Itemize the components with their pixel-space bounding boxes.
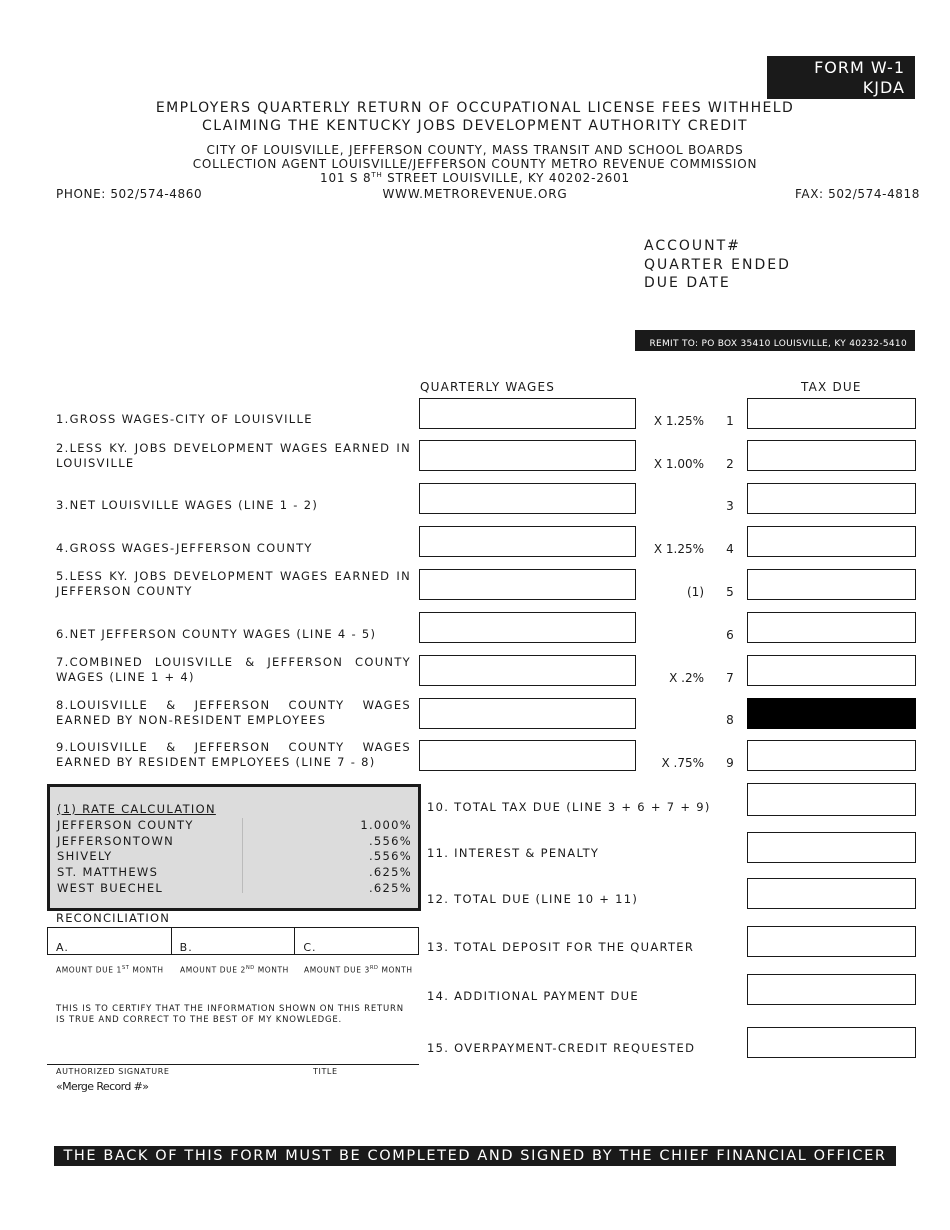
collection-agent-line: COLLECTION AGENT LOUISVILLE/JEFFERSON COUNTY METRO REVENUE COMMISSION — [192, 157, 758, 171]
line-11-label: 11. INTEREST & PENALTY — [427, 846, 600, 860]
recon-col-c[interactable]: C. — [303, 941, 317, 954]
line-13-label: 13. TOTAL DEPOSIT FOR THE QUARTER — [427, 940, 695, 954]
line-2-tax-input[interactable] — [747, 440, 916, 471]
certification-text: THIS IS TO CERTIFY THAT THE INFORMATION SHOWN ON THIS RETURN IS TRUE AND CORRECT TO THE BEST OF MY KNOWLEDGE. — [56, 1004, 404, 1025]
line-7-tax-input[interactable] — [747, 655, 916, 686]
line-4-label: 4.GROSS WAGES-JEFFERSON COUNTY — [56, 541, 313, 555]
line-8-wages-input[interactable] — [419, 698, 636, 729]
line-2-rate: X 1.00% — [653, 457, 704, 471]
line-9-tax-input[interactable] — [747, 740, 916, 771]
line-15-label: 15. OVERPAYMENT-CREDIT REQUESTED — [427, 1041, 696, 1055]
footer-banner: THE BACK OF THIS FORM MUST BE COMPLETED AND SIGNED BY THE CHIEF FINANCIAL OFFICER — [54, 1146, 896, 1166]
line-15-input[interactable] — [747, 1027, 916, 1058]
website: WWW.METROREVENUE.ORG — [382, 187, 568, 201]
line-5-wages-input[interactable] — [419, 569, 636, 600]
line-10-input[interactable] — [747, 783, 916, 816]
quarterly-wages-header: QUARTERLY WAGES — [420, 380, 556, 394]
line-3-tax-input[interactable] — [747, 483, 916, 514]
signature-line[interactable] — [47, 1064, 419, 1065]
line-13-input[interactable] — [747, 926, 916, 957]
line-4-number: 4 — [726, 542, 734, 556]
line-12-label: 12. TOTAL DUE (LINE 10 + 11) — [427, 892, 639, 906]
line-6-number: 6 — [726, 628, 734, 642]
form-code: KJDA — [862, 78, 905, 97]
line-11-input[interactable] — [747, 832, 916, 863]
rate-row: WEST BUECHEL .625% — [57, 881, 412, 895]
reconciliation-title: RECONCILIATION — [56, 911, 171, 925]
line-7-rate: X .2% — [669, 671, 704, 685]
line-9-wages-input[interactable] — [419, 740, 636, 771]
line-8-label: 8.LOUISVILLE & JEFFERSON COUNTY WAGES EARNED BY NON-RESIDENT EMPLOYEES — [56, 698, 411, 727]
line-4-tax-input[interactable] — [747, 526, 916, 557]
line-1-label: 1.GROSS WAGES-CITY OF LOUISVILLE — [56, 412, 313, 426]
line-5-label: 5.LESS KY. JOBS DEVELOPMENT WAGES EARNED IN JEFFERSON COUNTY — [56, 569, 411, 598]
line-5-rate: (1) — [687, 585, 704, 599]
rate-row: SHIVELY .556% — [57, 849, 412, 863]
line-1-number: 1 — [726, 414, 734, 428]
line-2-number: 2 — [726, 457, 734, 471]
due-date-label: DUE DATE — [644, 275, 731, 291]
amount-due-month-3: AMOUNT DUE 3RD MONTH — [304, 965, 413, 975]
rate-calculation-box — [47, 784, 421, 911]
line-1-rate: X 1.25% — [653, 414, 704, 428]
street-address: 101 S 8TH STREET LOUISVILLE, KY 40202-2601 — [320, 171, 630, 185]
rate-row: ST. MATTHEWS .625% — [57, 865, 412, 879]
line-4-wages-input[interactable] — [419, 526, 636, 557]
line-9-rate: X .75% — [661, 756, 704, 770]
line-14-label: 14. ADDITIONAL PAYMENT DUE — [427, 989, 639, 1003]
line-14-input[interactable] — [747, 974, 916, 1005]
line-1-tax-input[interactable] — [747, 398, 916, 429]
line-6-wages-input[interactable] — [419, 612, 636, 643]
line-12-input[interactable] — [747, 878, 916, 909]
line-7-wages-input[interactable] — [419, 655, 636, 686]
quarter-ended-label: QUARTER ENDED — [644, 257, 791, 273]
form-title: EMPLOYERS QUARTERLY RETURN OF OCCUPATIONAL LICENSE FEES WITHHELD — [155, 100, 795, 116]
line-3-number: 3 — [726, 499, 734, 513]
signature-label: AUTHORIZED SIGNATURE — [56, 1067, 170, 1076]
phone: PHONE: 502/574-4860 — [56, 187, 203, 201]
line-7-number: 7 — [726, 671, 734, 685]
line-1-wages-input[interactable] — [419, 398, 636, 429]
account-label: ACCOUNT# — [644, 238, 741, 254]
merge-record: «Merge Record #» — [56, 1080, 149, 1093]
line-9-label: 9.LOUISVILLE & JEFFERSON COUNTY WAGES EARNED BY RESIDENT EMPLOYEES (LINE 7 - 8) — [56, 740, 411, 769]
amount-due-month-1: AMOUNT DUE 1ST MONTH — [56, 965, 164, 975]
remit-banner: REMIT TO: PO BOX 35410 LOUISVILLE, KY 40232-5410 — [635, 330, 915, 351]
rate-row: JEFFERSONTOWN .556% — [57, 834, 412, 848]
title-label: TITLE — [313, 1067, 338, 1076]
line-7-label: 7.COMBINED LOUISVILLE & JEFFERSON COUNTY WAGES (LINE 1 + 4) — [56, 655, 411, 684]
line-8-tax-blocked — [747, 698, 916, 729]
line-5-number: 5 — [726, 585, 734, 599]
line-2-wages-input[interactable] — [419, 440, 636, 471]
tax-due-header: TAX DUE — [801, 380, 862, 394]
recon-col-a[interactable]: A. — [48, 928, 172, 954]
line-10-label: 10. TOTAL TAX DUE (LINE 3 + 6 + 7 + 9) — [427, 800, 711, 814]
line-3-wages-input[interactable] — [419, 483, 636, 514]
rate-row: JEFFERSON COUNTY 1.000% — [57, 818, 412, 832]
line-4-rate: X 1.25% — [653, 542, 704, 556]
rate-calculation-title: (1) RATE CALCULATION — [57, 802, 216, 816]
amount-due-month-2: AMOUNT DUE 2ND MONTH — [180, 965, 289, 975]
form-tag — [767, 56, 915, 99]
form-subtitle: CLAIMING THE KENTUCKY JOBS DEVELOPMENT AUTHORITY CREDIT — [202, 118, 748, 134]
line-2-label: 2.LESS KY. JOBS DEVELOPMENT WAGES EARNED IN LOUISVILLE — [56, 441, 411, 470]
reconciliation-table — [47, 927, 419, 955]
recon-col-b[interactable]: B. — [172, 928, 296, 954]
line-9-number: 9 — [726, 756, 734, 770]
line-6-tax-input[interactable] — [747, 612, 916, 643]
jurisdiction-line: CITY OF LOUISVILLE, JEFFERSON COUNTY, MASS TRANSIT AND SCHOOL BOARDS — [206, 143, 744, 157]
line-3-label: 3.NET LOUISVILLE WAGES (LINE 1 - 2) — [56, 498, 319, 512]
line-6-label: 6.NET JEFFERSON COUNTY WAGES (LINE 4 - 5) — [56, 627, 377, 641]
form-number: FORM W-1 — [814, 58, 905, 77]
line-8-number: 8 — [726, 713, 734, 727]
fax: FAX: 502/574-4818 — [795, 187, 921, 201]
line-5-tax-input[interactable] — [747, 569, 916, 600]
